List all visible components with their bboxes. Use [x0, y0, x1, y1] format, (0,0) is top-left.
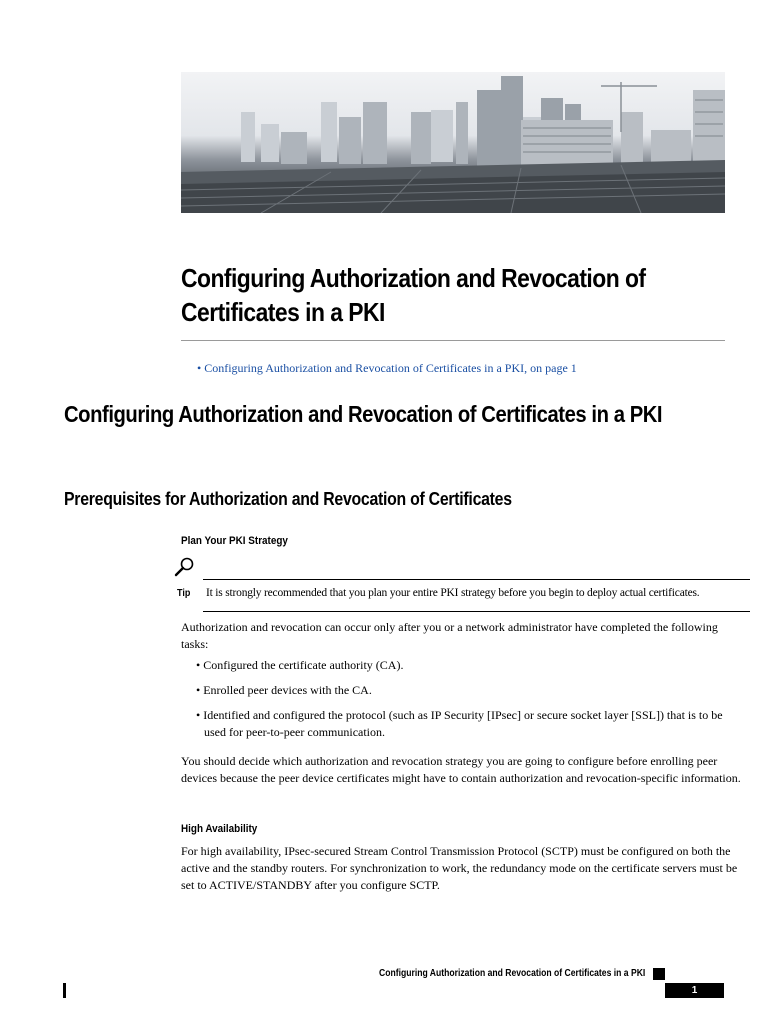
magnifier-icon [174, 556, 196, 583]
cityscape-illustration [181, 72, 725, 213]
toc-link-text[interactable]: Configuring Authorization and Revocation of Certificates in a PKI, on page 1 [204, 361, 577, 375]
title-divider [181, 340, 725, 341]
subsection-title: Prerequisites for Authorization and Revocation of Certificates [64, 489, 512, 509]
task-list [196, 657, 736, 749]
chapter-banner-image [181, 72, 725, 213]
tip-label: Tip [177, 588, 191, 599]
footer-tab-marker [653, 968, 665, 980]
footer-title: Configuring Authorization and Revocation of Certificates in a PKI [379, 968, 646, 979]
list-item: • Enrolled peer devices with the CA. [196, 683, 372, 697]
ha-heading: High Availability [181, 823, 258, 835]
page-number: 1 [665, 983, 724, 998]
ha-paragraph: For high availability, IPsec-secured Stream Control Transmission Protocol (SCTP) must be configured on both the active and the standby routers. For synchronization to work, the redundancy mode on the certificate servers must be set to ACTIVE/STANDBY after you configure SCTP. [181, 844, 738, 892]
strategy-paragraph: You should decide which authorization and revocation strategy you are going to configure before enrolling peer devices because the peer device certificates might have to contain authorization and revocation-specific information. [181, 754, 741, 785]
list-item: • Identified and configured the protocol (such as IP Security [IPsec] or secure socket layer [SSL]) that is to be used for peer-to-peer communication. [196, 708, 723, 739]
tip-rule-top [203, 579, 750, 580]
intro-paragraph: Authorization and revocation can occur only after you or a network administrator have completed the following tasks: [181, 620, 718, 651]
toc-entry[interactable] [197, 361, 577, 376]
list-item: • Configured the certificate authority (CA). [196, 658, 404, 672]
section-title: Configuring Authorization and Revocation of Certificates in a PKI [64, 401, 663, 427]
toc-bullet: • [197, 361, 202, 375]
tip-text: It is strongly recommended that you plan your entire PKI strategy before you begin to deploy actual certificates. [206, 587, 700, 599]
tip-rule-bottom [203, 611, 750, 612]
chapter-title: Configuring Authorization and Revocation of Certificates in a PKI [181, 263, 646, 327]
plan-heading: Plan Your PKI Strategy [181, 535, 288, 547]
footer-left-bar [63, 983, 66, 998]
